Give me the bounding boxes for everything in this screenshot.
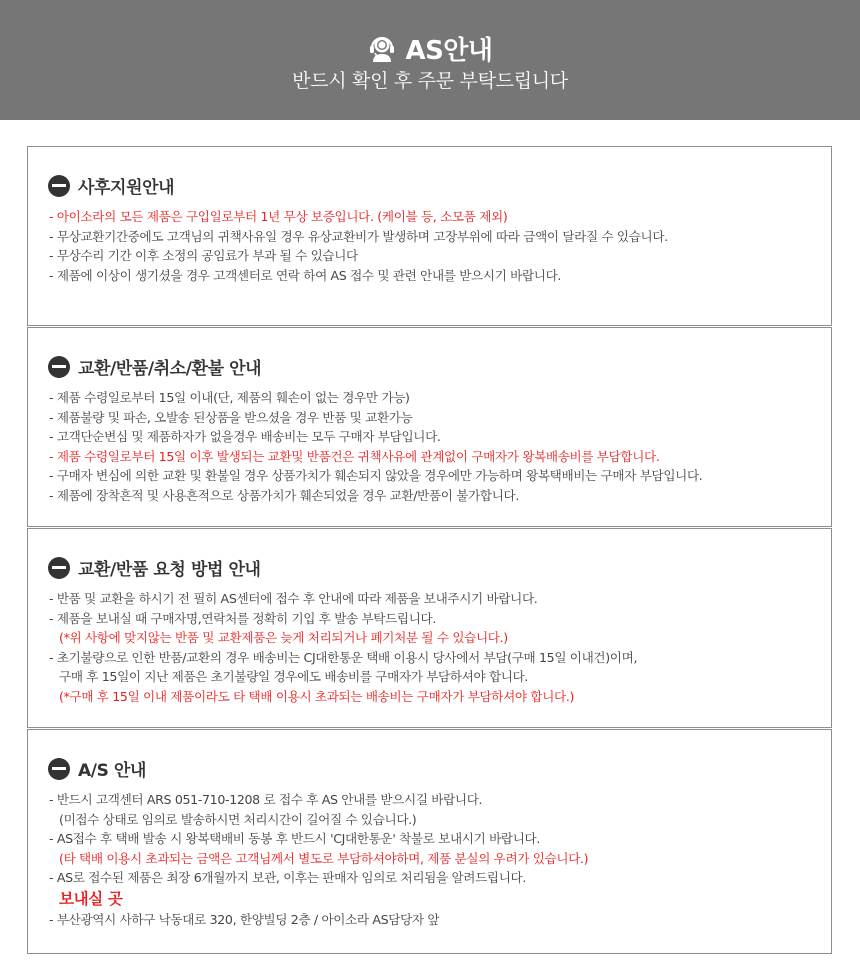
section-after-support [27, 146, 832, 326]
section-body [49, 589, 825, 706]
headset-icon [367, 32, 397, 66]
list-item: - 아이소라의 모든 제품은 구입일로부터 1년 무상 보증입니다. (케이블 등, 소모품 제외) [49, 209, 508, 224]
list-item: - 고객단순변심 및 제품하자가 없을경우 배송비는 모두 구매자 부담입니다. [49, 429, 441, 444]
section-as-guide [27, 729, 832, 954]
section-heading [48, 756, 146, 781]
section-heading [48, 555, 261, 580]
destination-label: 보내실 곳 [59, 889, 123, 908]
list-item: - AS접수 후 택배 발송 시 왕복택배비 동봉 후 반드시 'CJ대한통운' 착불로 보내시기 바랍니다. [49, 831, 541, 846]
section-exchange-refund [27, 327, 832, 527]
section-heading [48, 173, 174, 198]
list-item: - 제품불량 및 파손, 오발송 된상품을 받으셨을 경우 반품 및 교환가능 [49, 409, 413, 425]
list-item: - 무상수리 기간 이후 소정의 공임료가 부과 될 수 있습니다 [49, 248, 358, 263]
list-item: - 반드시 고객센터 ARS 051-710-1208 로 접수 후 AS 안내를 받으시길 바랍니다. [49, 792, 483, 807]
section-body [49, 388, 825, 505]
list-item: (*구매 후 15일 이내 제품이라도 타 택배 이용시 초과되는 배송비는 구매자가 부담하셔야 합니다.) [59, 688, 575, 704]
section-title: 사후지원안내 [78, 178, 175, 198]
list-item: - 무상교환기간중에도 고객님의 귀책사유일 경우 유상교환비가 발생하며 고장부위에 따라 금액이 달라질 수 있습니다. [49, 228, 668, 244]
section-heading [48, 354, 261, 379]
list-item: (*위 사항에 맞지않는 반품 및 교환제품은 늦게 처리되거나 폐기처분 될 수 있습니다.) [59, 630, 508, 645]
section-body [49, 790, 825, 929]
section-title: A/S 안내 [78, 761, 146, 781]
minus-circle-icon [48, 356, 70, 378]
section-body [49, 207, 825, 285]
page-title: AS안내 [405, 36, 493, 66]
page-subtitle: 반드시 확인 후 주문 부탁드립니다 [292, 70, 568, 92]
minus-circle-icon [48, 175, 70, 197]
list-item: - 부산광역시 사하구 낙동대로 320, 한양빌딩 2층 / 아이소라 AS담당자 앞 [49, 911, 440, 927]
header-title-row [0, 30, 860, 67]
list-item: - 제품 수령일로부터 15일 이내(단, 제품의 훼손이 없는 경우만 가능) [49, 390, 410, 405]
list-item: - 반품 및 교환을 하시기 전 필히 AS센터에 접수 후 안내에 따라 제품을 보내주시기 바랍니다. [49, 591, 538, 606]
section-return-request [27, 528, 832, 728]
list-item: - AS로 접수된 제품은 최장 6개월까지 보관, 이후는 판매자 임의로 처리됨을 알려드립니다. [49, 870, 526, 885]
list-item: (타 택배 이용시 초과되는 금액은 고객님께서 별도로 부담하셔야하며, 제품 분실의 우려가 있습니다.) [59, 850, 589, 866]
section-title: 교환/반품 요청 방법 안내 [78, 560, 261, 580]
header-banner [0, 0, 860, 120]
minus-circle-icon [48, 758, 70, 780]
list-item: - 구매자 변심에 의한 교환 및 환불일 경우 상품가치가 훼손되지 않았을 경우에만 가능하며 왕복택배비는 구매자 부담입니다. [49, 468, 703, 483]
list-item: - 제품에 장착흔적 및 사용흔적으로 상품가치가 훼손되었을 경우 교환/반품이 불가합니다. [49, 487, 519, 503]
list-item: - 제품 수령일로부터 15일 이후 발생되는 교환및 반품건은 귀책사유에 관계없이 구매자가 왕복배송비를 부담합니다. [49, 448, 660, 464]
section-title: 교환/반품/취소/환불 안내 [78, 359, 262, 379]
list-item: - 제품에 이상이 생기셨을 경우 고객센터로 연락 하여 AS 접수 및 관련 안내를 받으시기 바랍니다. [49, 267, 562, 283]
list-item: 구매 후 15일이 지난 제품은 초기불량일 경우에도 배송비를 구매자가 부담하셔야 합니다. [59, 669, 529, 684]
list-item: (미접수 상태로 임의로 발송하시면 처리시간이 길어질 수 있습니다.) [59, 811, 417, 827]
list-item: - 제품을 보내실 때 구매자명,연락처를 정확히 기입 후 발송 부탁드립니다. [49, 610, 437, 626]
minus-circle-icon [48, 557, 70, 579]
list-item: - 초기불량으로 인한 반품/교환의 경우 배송비는 CJ대한통운 택배 이용시 당사에서 부담(구매 15일 이내건)이며, [49, 649, 638, 665]
